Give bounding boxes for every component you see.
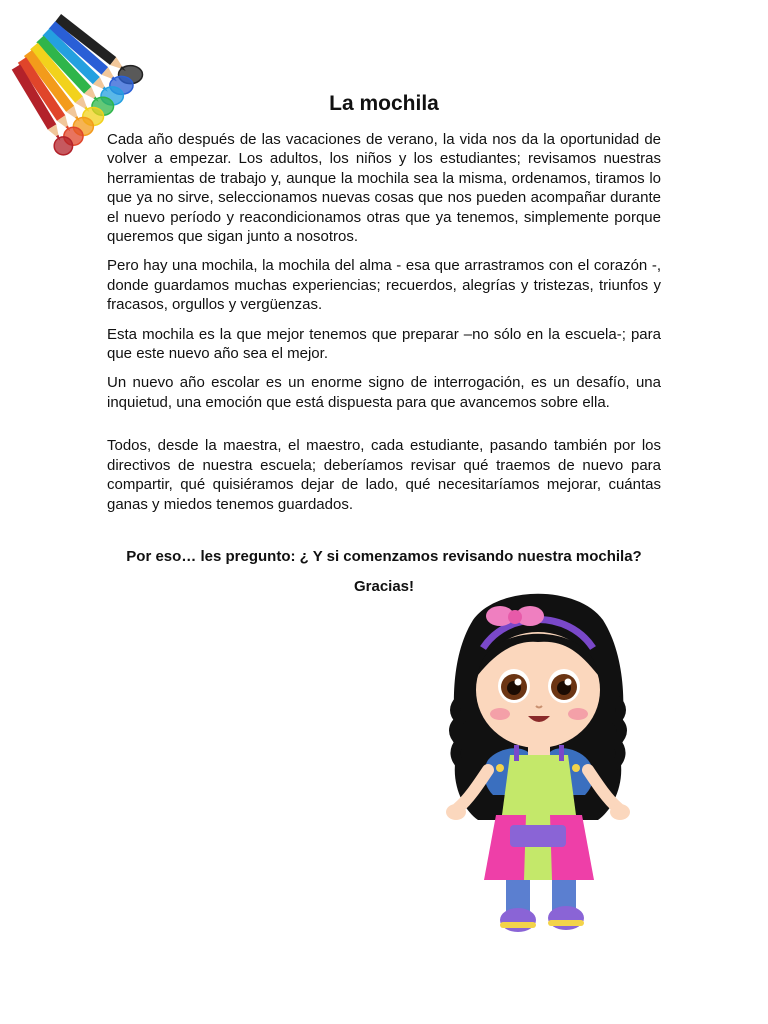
document-body — [107, 130, 661, 524]
paragraph-2: Pero hay una mochila, la mochila del alma - esa que arrastramos con el corazón -, donde guardamos muchas experiencias; recuerdos, alegrías y tristezas, triunfos y fracasos, orgullos y vergüenzas. — [107, 257, 661, 314]
paragraph-5: Todos, desde la maestra, el maestro, cada estudiante, pasando también por los directivos de nuestra escuela; deberíamos revisar qué traemos de nuevo para compartir, qué quisiéramos dejar de lado, qué necesitaríamos mejorar, cuántas ganas y miedos tenemos guardados. — [107, 437, 661, 513]
ink-blob — [54, 137, 72, 155]
paragraph-1: Cada año después de las vacaciones de verano, la vida nos da la oportunidad de volver a empezar. Los adultos, los niños y los estudiantes; revisamos nuestras herramientas de trabajo y, aunque la mochila sea la misma, ordenamos, tiramos lo que ya no sirve, seleccionamos nuevas cosas que nos pueden acompañar durante el nuevo período y reacondicionamos otras que ya tenemos, simplemente porque queremos que sigan junto a nosotros. — [107, 131, 661, 246]
cartoon-girl-illustration — [438, 580, 638, 940]
closing-question: Por eso… les pregunto: ¿ Y si comenzamos revisando nuestra mochila? — [126, 548, 642, 565]
paragraph-3: Esta mochila es la que mejor tenemos que preparar –no sólo en la escuela-; para que este nuevo año sea el mejor. — [107, 325, 661, 363]
paragraph-4: Un nuevo año escolar es un enorme signo de interrogación, es un desafío, una inquietud, una emoción que está dispuesta para que avancemos sobre ella. — [107, 374, 661, 411]
page-title: La mochila — [329, 92, 439, 115]
closing-thanks: Gracias! — [353, 578, 415, 595]
